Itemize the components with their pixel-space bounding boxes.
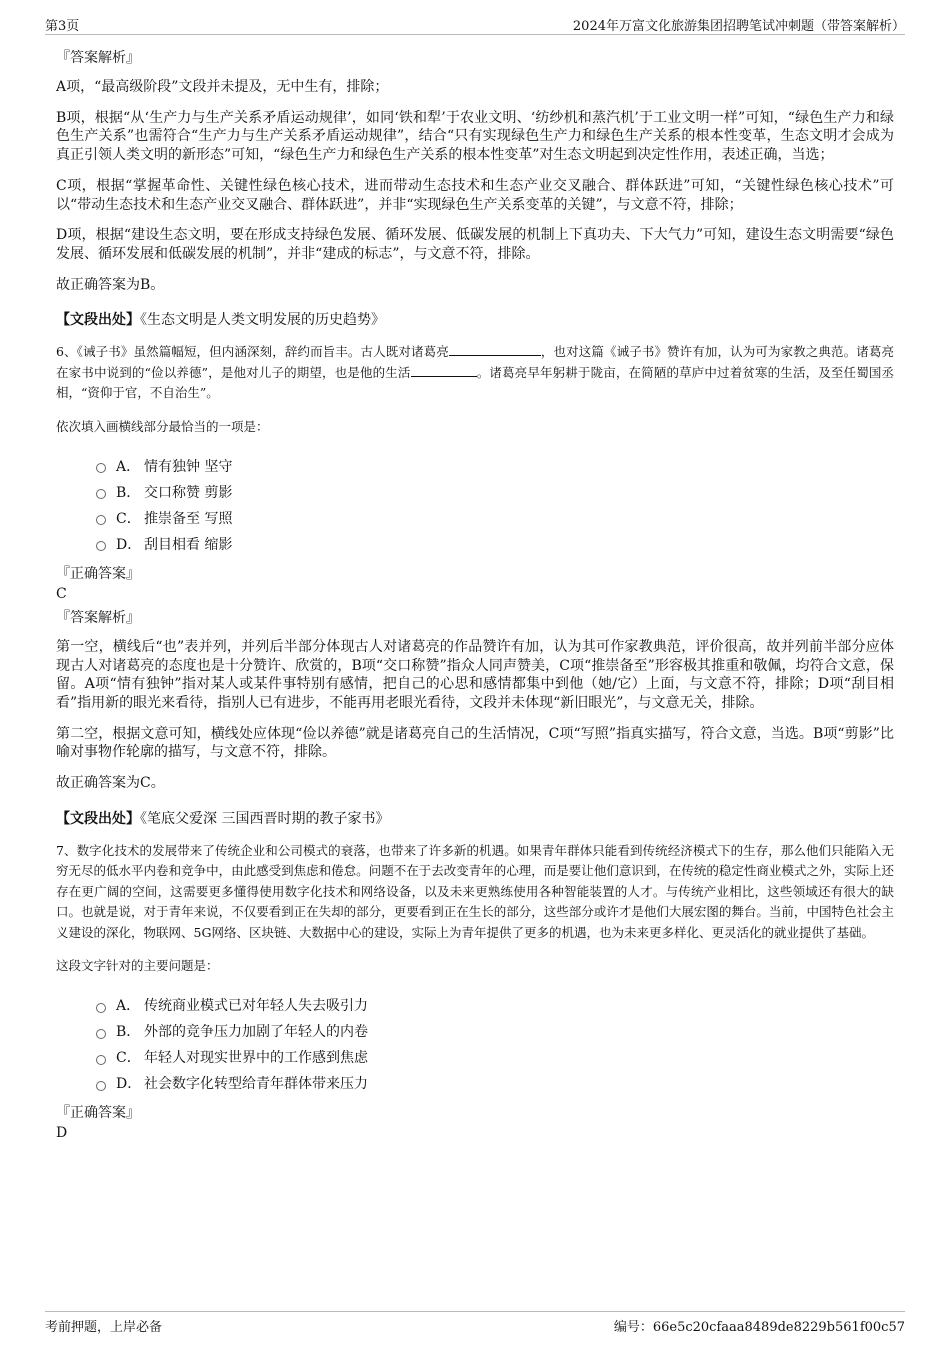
option-text: 社会数字化转型给青年群体带来压力 bbox=[144, 1076, 368, 1093]
document-id: 编号：66e5c20cfaaa8489de8229b561f00c57 bbox=[613, 1320, 905, 1335]
page-footer bbox=[45, 1311, 905, 1334]
q6-prompt: 依次填入画横线部分最恰当的一项是： bbox=[56, 418, 269, 434]
q7-options bbox=[96, 993, 894, 1097]
q6-stem-part2: ，也对这篇《诫子书》赞许有加，认为可为家教之典范。诸葛亮在家书中说到的“俭以养德”，是他对儿子的期望，也是他的生活 bbox=[56, 344, 894, 380]
q6-option-c[interactable] bbox=[96, 506, 894, 532]
q6-option-a[interactable] bbox=[96, 454, 894, 480]
page-content bbox=[56, 48, 894, 1147]
q6-options bbox=[96, 454, 894, 558]
q6-blank-1 bbox=[449, 342, 541, 356]
q6-stem-part3: 。诸葛亮早年躬耕于陇亩，在简陋的草庐中过着贫寒的生活，及至任蜀国丞相，“资仰于官，不自治生”。 bbox=[56, 364, 894, 401]
footer-slogan: 考前押题，上岸必备 bbox=[45, 1320, 163, 1335]
option-key: A． bbox=[116, 998, 141, 1015]
q6-correct-answer: C bbox=[56, 585, 67, 602]
q6-analysis-2: 第二空，根据文意可知，横线处应体现“俭以养德”就是诸葛亮自己的生活情况，C项“写照”指真实描写，符合文意，当选。B项“剪影”比喻对事物作轮廓的描写，与文意不符，排除。 bbox=[56, 725, 894, 761]
option-text: 传统商业模式已对年轻人失去吸引力 bbox=[144, 998, 368, 1015]
q6-option-b[interactable] bbox=[96, 480, 894, 506]
option-text: 外部的竞争压力加剧了年轻人的内卷 bbox=[144, 1024, 368, 1041]
q5-conclusion: 故正确答案为B。 bbox=[56, 276, 165, 293]
q6-source-title: 《笔底父爱深 三国西晋时期的教子家书》 bbox=[140, 810, 390, 827]
q5-source-title: 《生态文明是人类文明发展的历史趋势》 bbox=[140, 312, 385, 329]
option-key: D． bbox=[116, 536, 142, 553]
radio-icon[interactable] bbox=[96, 1055, 106, 1065]
q6-blank-2 bbox=[411, 363, 477, 377]
q6-stem bbox=[56, 342, 894, 404]
option-key: D． bbox=[116, 1076, 142, 1093]
q5-analysis-label: 『答案解析』 bbox=[56, 50, 140, 66]
option-key: B． bbox=[116, 484, 141, 501]
q7-option-d[interactable] bbox=[96, 1071, 894, 1097]
q6-correct-label: 『正确答案』 bbox=[56, 565, 140, 582]
radio-icon[interactable] bbox=[96, 489, 106, 499]
q6-analysis-label: 『答案解析』 bbox=[56, 609, 140, 626]
q7-option-c[interactable] bbox=[96, 1045, 894, 1071]
option-text: 情有独钟 坚守 bbox=[144, 458, 233, 475]
page-header bbox=[45, 12, 905, 35]
q5-source-label: 【文段出处】 bbox=[56, 312, 140, 329]
radio-icon[interactable] bbox=[96, 1003, 106, 1013]
q6-conclusion: 故正确答案为C。 bbox=[56, 775, 165, 792]
q7-option-b[interactable] bbox=[96, 1019, 894, 1045]
q6-analysis-1: 第一空，横线后“也”表并列，并列后半部分体现古人对诸葛亮的作品赞许有加，认为其可作家教典范，评价很高，故并列前半部分应体现古人对诸葛亮的态度也是十分赞许、欣赏的，B项“交口称赞”指众人同声赞美，C项“推崇备至”形容极其推重和敬佩，均符合文意，保留。A项“情有独钟”指对某人或某件事特别有感情，把自己的心思和感情都集中到他（她/它）上面，与文意不符，排除；D项“刮目相看”指用新的眼光来看待，指别人已有进步，不能再用老眼光看待，文段并未体现“新旧眼光”，与文意无关，排除。 bbox=[56, 638, 894, 711]
option-text: 推崇备至 写照 bbox=[144, 510, 233, 527]
q6-option-d[interactable] bbox=[96, 532, 894, 558]
radio-icon[interactable] bbox=[96, 541, 106, 551]
q7-stem: 7、数字化技术的发展带来了传统企业和公司模式的衰落，也带来了许多新的机遇。如果青年群体只能看到传统经济模式下的生存，那么他们只能陷入无穷无尽的低水平内卷和竞争中，由此感受到焦虑和倦怠。问题不在于去改变青年的心理，而是要让他们意识到，在传统的稳定性商业模式之外，实际上还存在更广阔的空间，这需要更多懂得使用数字化技术和网络设备，以及未来更熟练使用各种智能装置的人才。与传统产业相比，这些领域还有很大的缺口。也就是说，对于青年来说，不仅要看到正在失却的部分，更要看到正在生长的部分，这些部分或许才是他们大展宏图的舞台。当前，中国特色社会主义建设的深化，物联网、5G网络、区块链、大数据中心的建设，实际上为青年提供了更多的机遇，也为未来更多样化、更灵活化的就业提供了基础。 bbox=[56, 842, 894, 940]
q7-correct-answer: D bbox=[56, 1125, 68, 1142]
q6-source-label: 【文段出处】 bbox=[56, 810, 140, 827]
q5-source bbox=[56, 310, 894, 330]
radio-icon[interactable] bbox=[96, 463, 106, 473]
radio-icon[interactable] bbox=[96, 1029, 106, 1039]
option-text: 交口称赞 剪影 bbox=[144, 484, 233, 501]
q6-stem-part1: 6、《诫子书》虽然篇幅短，但内涵深刻，辞约而旨丰。古人既对诸葛亮 bbox=[56, 344, 449, 360]
q5-analysis-d: D项，根据“建设生态文明，要在形成支持绿色发展、循环发展、低碳发展的机制上下真功夫、下大气力”可知，建设生态文明需要“绿色发展、循环发展和低碳发展的机制”，并非“建成的标志”，与文意不符，排除。 bbox=[56, 227, 894, 262]
option-text: 年轻人对现实世界中的工作感到焦虑 bbox=[144, 1050, 368, 1067]
q7-prompt: 这段文字针对的主要问题是： bbox=[56, 958, 219, 974]
q6-source bbox=[56, 809, 894, 829]
option-key: C． bbox=[116, 510, 141, 527]
q5-analysis-a: A项，“最高级阶段”文段并未提及，无中生有，排除； bbox=[56, 79, 389, 95]
document-title: 2024年万富文化旅游集团招聘笔试冲刺题（带答案解析） bbox=[572, 19, 905, 34]
page-number: 第3页 bbox=[45, 19, 80, 34]
q7-option-a[interactable] bbox=[96, 993, 894, 1019]
option-key: A． bbox=[116, 458, 141, 475]
radio-icon[interactable] bbox=[96, 1081, 106, 1091]
option-key: C． bbox=[116, 1050, 141, 1067]
q7-correct-label: 『正确答案』 bbox=[56, 1105, 140, 1122]
q5-analysis-b: B项，根据“从‘生产力与生产关系矛盾运动规律’，如同‘铁和犁’于农业文明、‘纺纱机和蒸汽机’于工业文明一样”可知，“绿色生产力和绿色生产关系”也需符合“生产力与生产关系矛盾运动规律”，结合“只有实现绿色生产力和绿色生产关系的根本性变革，生态文明才会成为真正引领人类文明的新形态”可知，“绿色生产力和绿色生产关系的根本性变革”对生态文明起到决定性作用，表述正确，当选； bbox=[56, 109, 894, 164]
option-key: B． bbox=[116, 1024, 141, 1041]
option-text: 刮目相看 缩影 bbox=[144, 536, 233, 553]
q5-analysis-c: C项，根据“掌握革命性、关键性绿色核心技术，进而带动生态技术和生态产业交叉融合、群体跃进”可知，“关键性绿色核心技术”可以“带动生态技术和生态产业交叉融合、群体跃进”，并非“实现绿色生产关系变革的关键”，与文意不符，排除； bbox=[56, 177, 894, 213]
radio-icon[interactable] bbox=[96, 515, 106, 525]
